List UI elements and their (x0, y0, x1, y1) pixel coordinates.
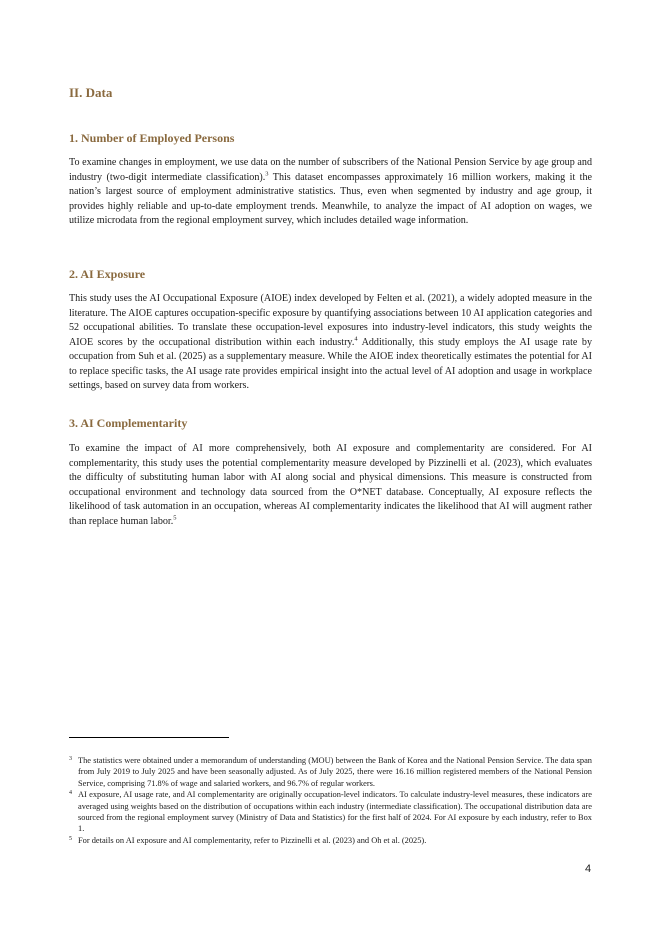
paragraph-text: This dataset encompasses approximately 16 million workers, making it the nation’s largest source of employment administrative statistics. Thus, even when segmented by industry and age group, it provides highly reliable and up-to-date employment trends. Meanwhile, to analyze the impact of AI adoption on wages, we utilize microdata from the regional employment survey, which includes detailed wage information. (69, 171, 593, 226)
footnote-text: The statistics were obtained under a memorandum of understanding (MOU) between the Bank of Korea and the National Pension Service. The data span from July 2019 to July 2025 and have been seasonally adjusted. As of July 2025, there were 16.16 million registered members of the National Pension Service, comprising 71.8% of wage and salaried workers, and 96.7% of regular workers. (78, 756, 592, 788)
footnote-3 (69, 755, 592, 789)
footnote-divider (69, 737, 229, 738)
paragraph-text: To examine the impact of AI more comprehensively, both AI exposure and complementarity are considered. For AI complementarity, this study uses the potential complementarity measure developed by Pizzinelli et al. (2023), which evaluates the difficulty of substituting human labor with AI along social and physical dimensions. This measure is constructed from occupational environment and technology data sourced from the O*NET database. Conceptually, AI exposure reflects the likelihood of task automation in an occupation, whereas AI complementarity indicates the likelihood that AI will augment rather than replace human labor. (69, 443, 592, 527)
footnote-reference[interactable]: 5 (173, 514, 177, 522)
paragraph-ai-complementarity (69, 442, 592, 529)
footnote-number: 4 (69, 790, 72, 797)
paragraph-text: Additionally, this study employs the AI usage rate by occupation from Suh et al. (2025) as a supplementary measure. While the AIOE index theoretically estimates the potential for AI to replace specific tasks, the AI usage rate provides empirical insight into the actual level of AI adoption and usage in workplace settings, based on survey data from workers. (69, 336, 593, 391)
footnotes (69, 755, 592, 846)
section-title: II. Data (69, 85, 113, 100)
footnote-5 (69, 835, 592, 846)
footnote-reference[interactable]: 4 (354, 335, 358, 343)
subsection-title-employed-persons: 1. Number of Employed Persons (69, 131, 235, 145)
paragraph-text: To examine changes in employment, we use data on the number of subscribers of the National Pension Service by age group and industry (two-digit intermediate classification). (69, 157, 592, 183)
page-number: 4 (585, 863, 592, 875)
footnote-reference[interactable]: 3 (265, 170, 269, 178)
footnote-text: For details on AI exposure and AI complementarity, refer to Pizzinelli et al. (2023) and Oh et al. (2025). (78, 835, 427, 845)
paragraph-text: This study uses the AI Occupational Exposure (AIOE) index developed by Felten et al. (2021), a widely adopted measure in the literature. The AIOE captures occupation-specific exposure by quantifying associations between 10 AI application categories and 52 occupational abilities. To translate these occupation-level exposures into industry-level indicators, this study weights the AIOE scores by the occupational distribution within each industry. (69, 293, 592, 348)
footnote-4 (69, 789, 592, 835)
subsection-title-ai-exposure: 2. AI Exposure (69, 267, 146, 281)
subsection-title-ai-complementarity: 3. AI Complementarity (69, 416, 188, 430)
paragraph-ai-exposure (69, 292, 592, 394)
footnote-number: 3 (69, 756, 72, 762)
footnote-text: AI exposure, AI usage rate, and AI complementarity are originally occupation-level indicators. To calculate industry-level measures, these indicators are averaged using weights based on the distribution of occupations within each industry (intermediate classification). The occupational distribution data are sourced from the regional employment survey (Ministry of Data and Statistics) for the first half of 2024. For AI exposure by each industry, refer to Box 1. (78, 790, 592, 834)
paragraph-employed-persons (69, 156, 592, 229)
footnote-number: 5 (69, 835, 72, 842)
